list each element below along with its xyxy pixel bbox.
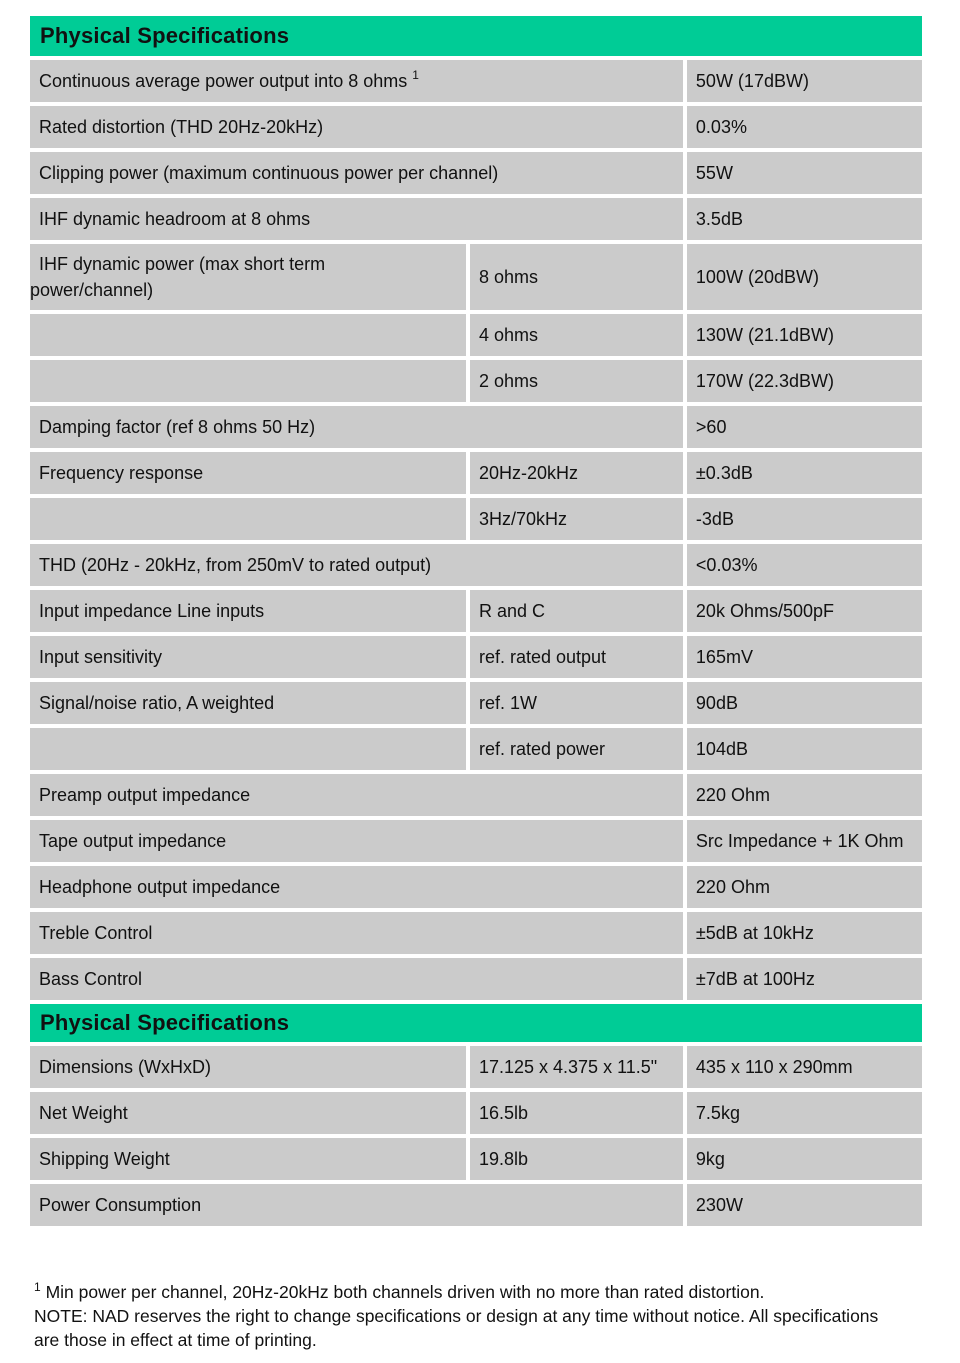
table-row	[30, 682, 922, 724]
table-row	[30, 198, 922, 240]
table-row	[30, 912, 922, 954]
spec-value: ±7dB at 100Hz	[687, 958, 922, 1000]
spec-label: Frequency response	[30, 452, 466, 494]
table-row	[30, 728, 922, 770]
spec-value: 20k Ohms/500pF	[687, 590, 922, 632]
spec-label: Tape output impedance	[30, 820, 683, 862]
spec-value: 90dB	[687, 682, 922, 724]
table-row	[30, 152, 922, 194]
table-row	[30, 1092, 922, 1134]
spec-label: Rated distortion (THD 20Hz-20kHz)	[30, 106, 683, 148]
spec-condition: 8 ohms	[470, 244, 683, 310]
spec-label: Preamp output impedance	[30, 774, 683, 816]
spec-value: 50W (17dBW)	[687, 60, 922, 102]
spec-label: Damping factor (ref 8 ohms 50 Hz)	[30, 406, 683, 448]
spec-label: Net Weight	[30, 1092, 466, 1134]
spec-table	[26, 12, 926, 1230]
spec-label: Power Consumption	[30, 1184, 683, 1226]
table-row	[30, 60, 922, 102]
spec-condition: ref. 1W	[470, 682, 683, 724]
table-row	[30, 106, 922, 148]
spec-label	[30, 728, 466, 770]
spec-label: Shipping Weight	[30, 1138, 466, 1180]
spec-label: IHF dynamic headroom at 8 ohms	[30, 198, 683, 240]
spec-condition: ref. rated output	[470, 636, 683, 678]
spec-condition: R and C	[470, 590, 683, 632]
spec-value: Src Impedance + 1K Ohm	[687, 820, 922, 862]
spec-label: Dimensions (WxHxD)	[30, 1046, 466, 1088]
table-row	[30, 958, 922, 1000]
section-title: Physical Specifications	[30, 1004, 922, 1042]
spec-label: THD (20Hz - 20kHz, from 250mV to rated output)	[30, 544, 683, 586]
section-header-row	[30, 1004, 922, 1042]
spec-value: ±0.3dB	[687, 452, 922, 494]
spec-imperial: 19.8lb	[470, 1138, 683, 1180]
footnote-text: Min power per channel, 20Hz-20kHz both channels driven with no more than rated distortion.	[45, 1282, 765, 1302]
spec-imperial: 16.5lb	[470, 1092, 683, 1134]
section-title: Physical Specifications	[30, 16, 922, 56]
table-row	[30, 590, 922, 632]
table-row	[30, 636, 922, 678]
spec-value: >60	[687, 406, 922, 448]
footnote-marker: 1	[34, 1280, 41, 1294]
spec-value: 100W (20dBW)	[687, 244, 922, 310]
spec-label: IHF dynamic power (max short term power/channel)	[30, 244, 466, 310]
spec-value: 130W (21.1dBW)	[687, 314, 922, 356]
table-row	[30, 314, 922, 356]
disclaimer-text: NOTE: NAD reserves the right to change specifications or design at any time without notice. All specifications are those in effect at time of printing.	[34, 1306, 879, 1350]
spec-condition: 3Hz/70kHz	[470, 498, 683, 540]
spec-label: Bass Control	[30, 958, 683, 1000]
spec-condition: 4 ohms	[470, 314, 683, 356]
table-row	[30, 544, 922, 586]
spec-condition: ref. rated power	[470, 728, 683, 770]
table-row	[30, 774, 922, 816]
spec-label: Treble Control	[30, 912, 683, 954]
spec-imperial: 17.125 x 4.375 x 11.5"	[470, 1046, 683, 1088]
spec-label	[30, 360, 466, 402]
spec-value: <0.03%	[687, 544, 922, 586]
spec-label: Signal/noise ratio, A weighted	[30, 682, 466, 724]
spec-value: 220 Ohm	[687, 866, 922, 908]
spec-label: Input impedance Line inputs	[30, 590, 466, 632]
table-row	[30, 498, 922, 540]
spec-condition: 20Hz-20kHz	[470, 452, 683, 494]
spec-value: 230W	[687, 1184, 922, 1226]
spec-value: 220 Ohm	[687, 774, 922, 816]
footnote	[34, 1280, 894, 1352]
table-row	[30, 360, 922, 402]
spec-value: 7.5kg	[687, 1092, 922, 1134]
spec-value: 9kg	[687, 1138, 922, 1180]
table-row	[30, 406, 922, 448]
spec-value: 104dB	[687, 728, 922, 770]
spec-value: 3.5dB	[687, 198, 922, 240]
spec-value: 55W	[687, 152, 922, 194]
spec-value: 435 x 110 x 290mm	[687, 1046, 922, 1088]
spec-label: Continuous average power output into 8 ohms $^1$	[30, 60, 683, 102]
spec-tables	[30, 12, 930, 1230]
spec-label	[30, 498, 466, 540]
table-row	[30, 866, 922, 908]
spec-value: 165mV	[687, 636, 922, 678]
table-row	[30, 1046, 922, 1088]
section-header-row	[30, 16, 922, 56]
table-row	[30, 1138, 922, 1180]
spec-label: Headphone output impedance	[30, 866, 683, 908]
table-row	[30, 452, 922, 494]
spec-value: -3dB	[687, 498, 922, 540]
table-row	[30, 244, 922, 310]
spec-value: ±5dB at 10kHz	[687, 912, 922, 954]
table-row	[30, 820, 922, 862]
footnote-marker: 1	[412, 68, 419, 82]
spec-label: Clipping power (maximum continuous power per channel)	[30, 152, 683, 194]
spec-label	[30, 314, 466, 356]
spec-value: 170W (22.3dBW)	[687, 360, 922, 402]
table-row	[30, 1184, 922, 1226]
spec-value: 0.03%	[687, 106, 922, 148]
spec-label: Input sensitivity	[30, 636, 466, 678]
spec-condition: 2 ohms	[470, 360, 683, 402]
